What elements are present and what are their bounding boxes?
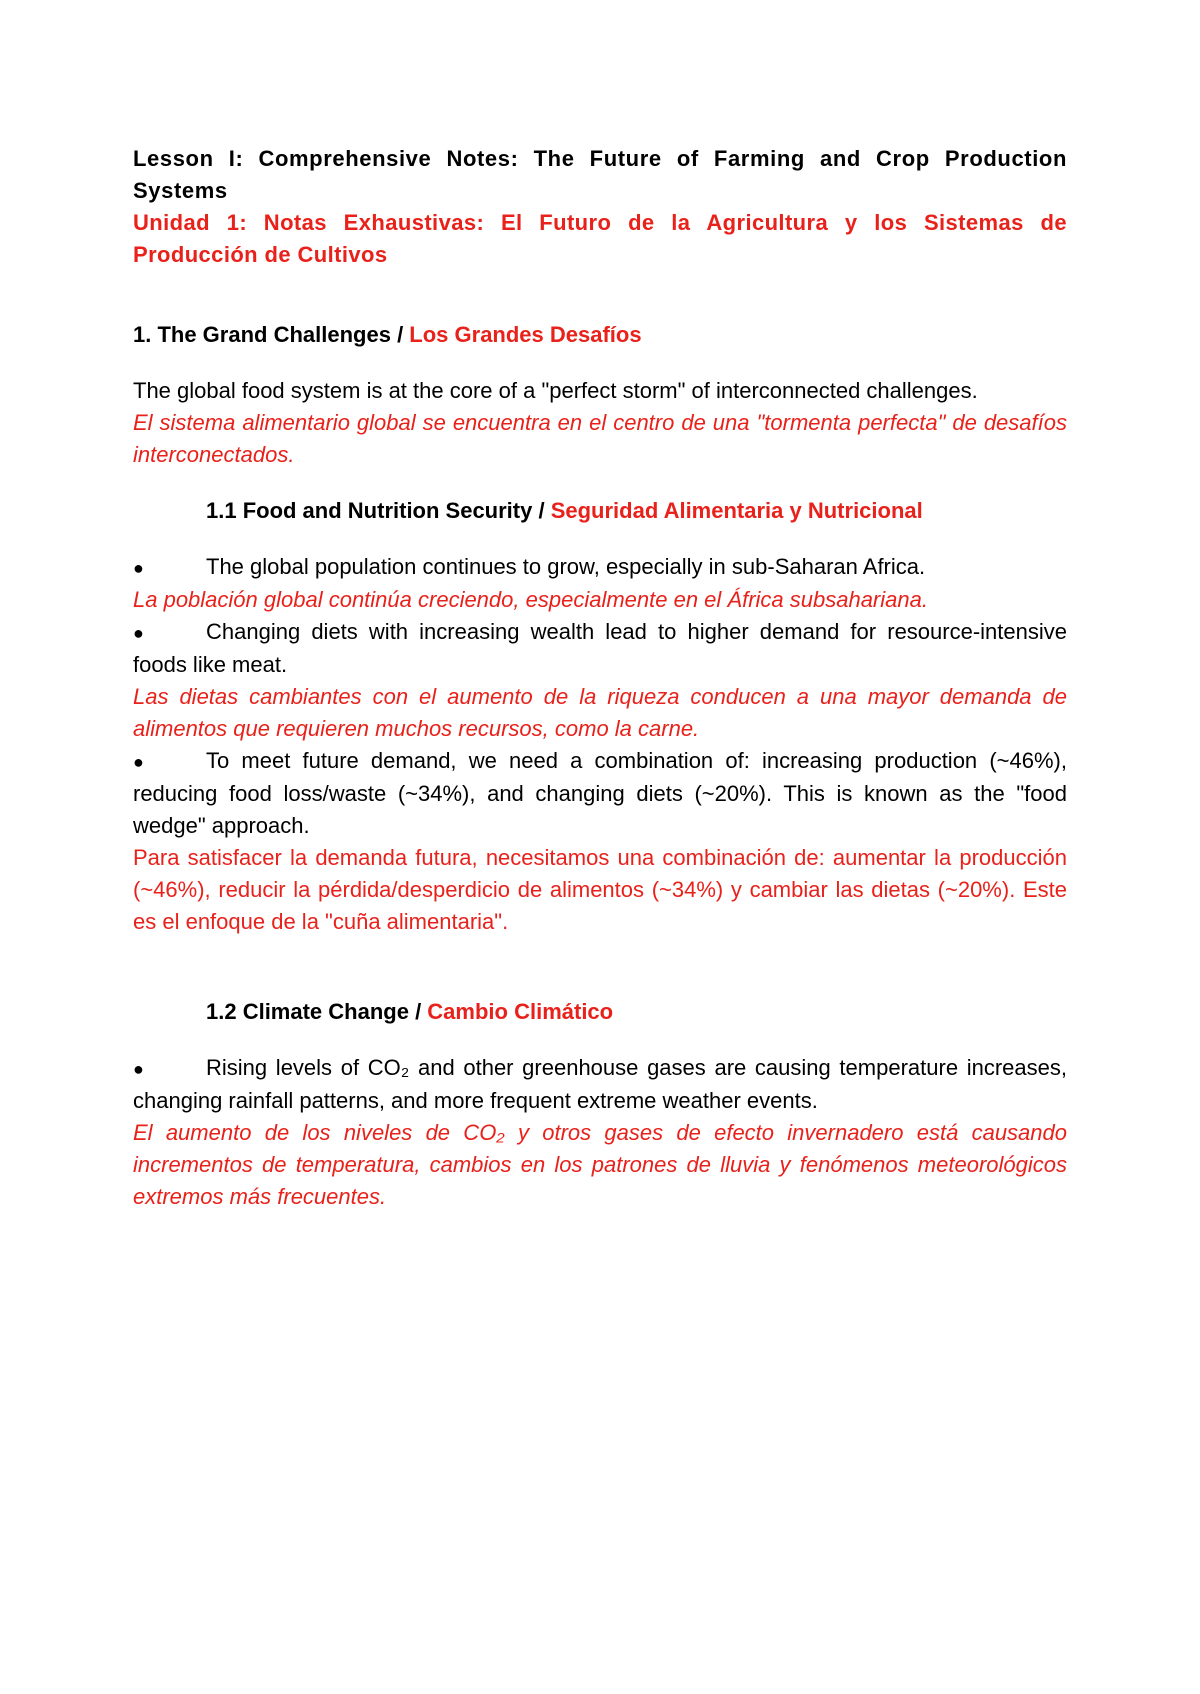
- lesson-title-spanish: Unidad 1: Notas Exhaustivas: El Futuro de la Agricultura y los Sistemas de Producción de Cultivos: [133, 210, 1067, 267]
- bullet-text-english: Changing diets with increasing wealth lead to higher demand for resource-intensive foods like meat.: [133, 619, 1067, 677]
- section-1-2-bullet-list: [133, 1052, 1067, 1213]
- bullet-icon: ●: [133, 558, 144, 578]
- bullet-icon: ●: [133, 1059, 144, 1079]
- bullet-icon: ●: [133, 752, 144, 772]
- list-item: [133, 1052, 1067, 1213]
- bullet-text-spanish: Para satisfacer la demanda futura, necesitamos una combinación de: aumentar la producción (~46%), reducir la pérdida/desperdicio de alimentos (~34%) y cambiar las dietas (~20%). Este es el enfoque de la "cuña alimentaria".: [133, 845, 1067, 934]
- section-1-1-heading-english: 1.1 Food and Nutrition Security /: [206, 498, 551, 523]
- section-1-intro-english: The global food system is at the core of a "perfect storm" of interconnected challenges.: [133, 378, 978, 403]
- bullet-text-spanish: Las dietas cambiantes con el aumento de la riqueza conducen a una mayor demanda de alimentos que requieren muchos recursos, como la carne.: [133, 684, 1067, 741]
- bullet-icon: ●: [133, 623, 144, 643]
- section-1-2-heading-spanish: Cambio Climático: [427, 999, 614, 1024]
- section-1-1-heading: [133, 495, 1067, 527]
- list-item: [133, 745, 1067, 938]
- section-1-heading-spanish: Los Grandes Desafíos: [409, 322, 642, 347]
- bullet-text-english: To meet future demand, we need a combination of: increasing production (~46%), reducing food loss/waste (~34%), and changing diets (~20%). This is known as the "food wedge" approach.: [133, 748, 1067, 838]
- document-page: [133, 143, 1067, 1213]
- section-1-1-heading-spanish: Seguridad Alimentaria y Nutricional: [550, 498, 923, 523]
- bullet-text-spanish: La población global continúa creciendo, especialmente en el África subsahariana.: [133, 587, 928, 612]
- bullet-text-english: Rising levels of CO₂ and other greenhouse gases are causing temperature increases, changing rainfall patterns, and more frequent extreme weather events.: [133, 1055, 1067, 1113]
- lesson-title-english: Lesson I: Comprehensive Notes: The Future of Farming and Crop Production Systems: [133, 146, 1067, 203]
- section-1-2-heading-english: 1.2 Climate Change /: [206, 999, 428, 1024]
- bullet-text-spanish: El aumento de los niveles de CO₂ y otros gases de efecto invernadero está causando incrementos de temperatura, cambios en los patrones de lluvia y fenómenos meteorológicos extremos más frecuentes.: [133, 1120, 1067, 1209]
- section-1-heading-english: 1. The Grand Challenges /: [133, 322, 410, 347]
- section-1-2-heading: [133, 996, 1067, 1028]
- section-1-heading: [133, 319, 1067, 351]
- bullet-text-english: The global population continues to grow, especially in sub-Saharan Africa.: [206, 554, 926, 579]
- section-1-intro-spanish: El sistema alimentario global se encuentra en el centro de una "tormenta perfecta" de desafíos interconectados.: [133, 410, 1067, 467]
- list-item: [133, 551, 1067, 616]
- list-item: [133, 616, 1067, 745]
- section-1-1-bullet-list: [133, 551, 1067, 938]
